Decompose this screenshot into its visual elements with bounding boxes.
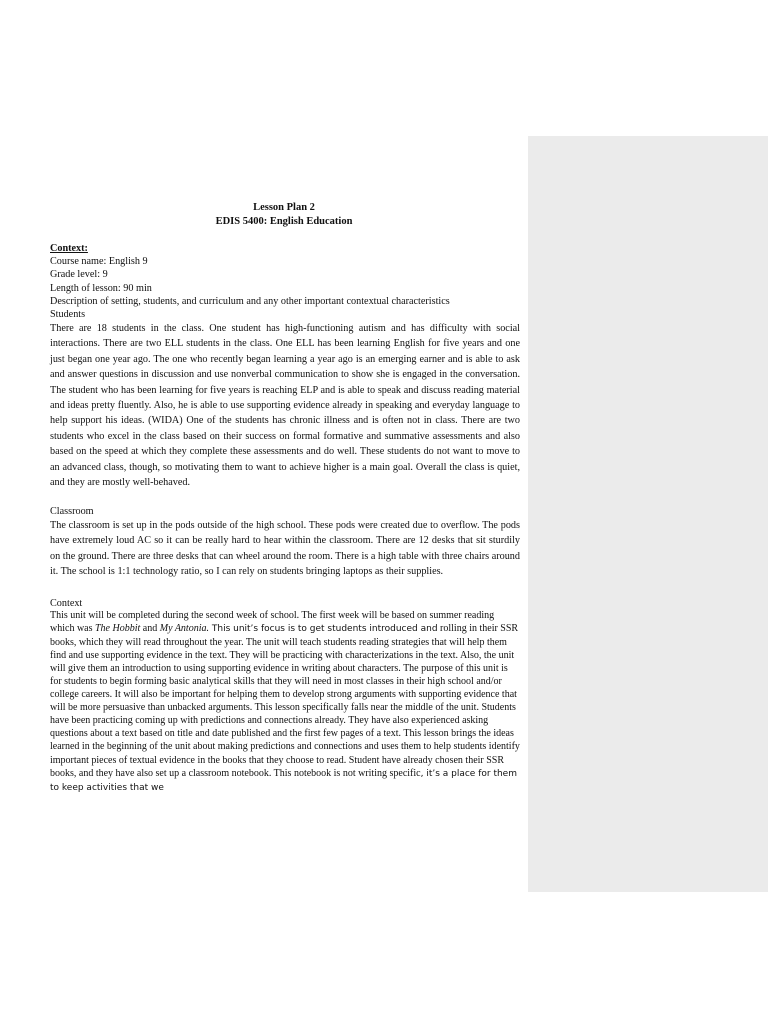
course-name: Course name: English 9: [50, 256, 148, 268]
and-word: and: [140, 623, 160, 635]
context-text-part2: This unit’s focus is to get students introduced and: [209, 624, 438, 635]
description-line: Description of setting, students, and curriculum and any other important contextual characteristics: [50, 295, 450, 307]
students-heading: Students: [50, 309, 86, 321]
context-heading: Context:: [50, 243, 88, 254]
document-title: Lesson Plan 2: [253, 202, 315, 213]
classroom-heading: Classroom: [50, 506, 94, 517]
lesson-length: Length of lesson: 90 min: [50, 282, 152, 294]
course-code: EDIS 5400: English Education: [215, 216, 353, 227]
comment-margin-pane: [528, 136, 768, 892]
book-title-hobbit: The Hobbit: [95, 623, 141, 635]
book-title-antonia: My Antonia.: [159, 623, 209, 635]
context-subheading: Context: [50, 598, 83, 609]
context-text-part3: rolling in their SSR books, which they will read throughout the year. The unit will teach students reading strategies that will help them find and use supporting evidence in the text. They will be practicing with characterizations in the text. Also, the unit will give them an introduction to using supporting evidence in writing about characters. The purpose of this unit is for students to begin forming basic analytical skills that they will need in most classes in their high school and/or college careers. It will also be important for helping them to develop strong arguments with supporting evidence that will be more persuasive than unbacked arguments. This lesson specifically falls near the middle of the unit. Students have been practicing coming up with predictions and connections already. They have also experienced asking questions about a text based on title and date published and the first few pages of a text. This lesson brings the ideas learned in the beginning of the unit about making predictions and connections and uses them to help students identify important pieces of textual evidence in the books that they choose to read. Student have already chosen their SSR books, and they have also set up a classroom notebook. This notebook is not writing specific: [50, 623, 520, 779]
context-text-part1: This unit will be completed during the second week of school. The first week will be based on summer reading which was: [50, 610, 495, 635]
context-paragraph: [50, 609, 520, 795]
context-text-part4: , it’s a place for them to keep activities that we: [50, 768, 517, 793]
context-meta: [50, 242, 520, 321]
grade-level: Grade level: 9: [50, 269, 108, 281]
classroom-paragraph: The classroom is set up in the pods outside of the high school. These pods were created due to overflow. The pods have extremely loud AC so it can be really hard to hear within the classroom. There are 12 desks that sit sturdily on the ground. There are three desks that can wheel around the room. There is a high table with three chairs around it. The school is 1:1 technology ratio, so I can rely on students bringing laptops as their supplies.: [50, 520, 520, 577]
students-paragraph: There are 18 students in the class. One student has high-functioning autism and has difficulty with social interactions. There are two ELL students in the class. One ELL has been learning English for five years and one just began one year ago. The one who recently began learning a year ago is an emerging earner and is able to ask and answer questions in discussion and use nonverbal communication to show she is engaged in the conversation. The student who has been learning for five years is reaching ELP and is able to speak and discuss reading material and ideas pretty fluently. Also, he is able to use supporting evidence already in speaking and everyday language to help support his ideas. (WIDA) One of the students has chronic illness and is often not in class. There are two students who excel in the class based on their success on formal formative and summative assessments and also based on the speed at which they complete these assessments and do well. These students do not want to move to an advanced class, though, so motivating them to want to achieve higher is a main goal. Overall the class is quiet, and they are mostly well-behaved.: [50, 323, 520, 489]
